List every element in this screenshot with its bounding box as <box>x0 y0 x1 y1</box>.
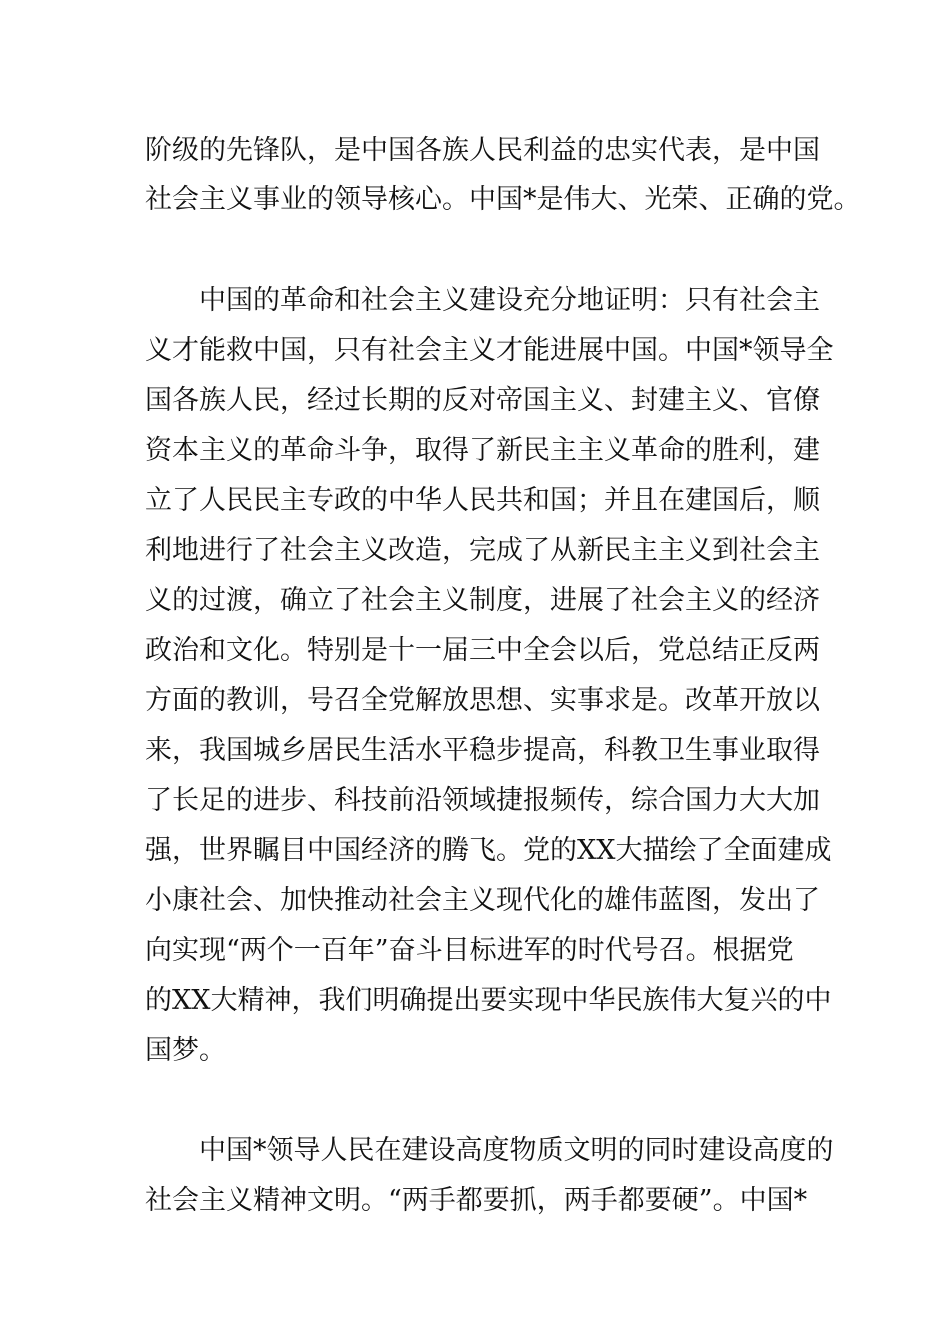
text-line: 中国*领导人民在建设高度物质文明的同时建设高度的 <box>145 1135 834 1166</box>
text-line: 利地进行了社会主义改造，完成了从新民主主义到社会主 <box>145 535 820 566</box>
text-line: 小康社会、加快推动社会主义现代化的雄伟蓝图，发出了 <box>145 885 820 916</box>
text-line: 方面的教训，号召全党解放思想、实事求是。改革开放以 <box>145 685 820 716</box>
text-line: 强，世界瞩目中国经济的腾飞。党的XX大描绘了全面建成 <box>145 835 832 866</box>
text-line: 阶级的先锋队，是中国各族人民利益的忠实代表，是中国 <box>145 135 820 166</box>
text-line: 资本主义的革命斗争，取得了新民主主义革命的胜利，建 <box>145 435 820 466</box>
text-line: 国各族人民，经过长期的反对帝国主义、封建主义、官僚 <box>145 385 820 416</box>
text-line: 的XX大精神，我们明确提出要实现中华民族伟大复兴的中 <box>145 985 832 1016</box>
text-line: 社会主义精神文明。“两手都要抓，两手都要硬”。中国* <box>145 1185 808 1216</box>
text-line: 国梦。 <box>145 1035 226 1066</box>
text-line: 向实现“两个一百年”奋斗目标进军的时代号召。根据党 <box>145 935 794 966</box>
text-line: 社会主义事业的领导核心。中国*是伟大、光荣、正确的党。 <box>145 184 861 215</box>
text-line: 立了人民民主专政的中华人民共和国；并且在建国后，顺 <box>145 485 820 516</box>
text-line: 来，我国城乡居民生活水平稳步提高，科教卫生事业取得 <box>145 735 820 766</box>
text-line: 中国的革命和社会主义建设充分地证明：只有社会主 <box>145 285 820 316</box>
text-line: 了长足的进步、科技前沿领域捷报频传，综合国力大大加 <box>145 785 820 816</box>
text-line: 政治和文化。特别是十一届三中全会以后，党总结正反两 <box>145 635 820 666</box>
text-line: 义才能救中国，只有社会主义才能进展中国。中国*领导全 <box>145 335 834 366</box>
text-line: 义的过渡，确立了社会主义制度，进展了社会主义的经济 <box>145 585 820 616</box>
